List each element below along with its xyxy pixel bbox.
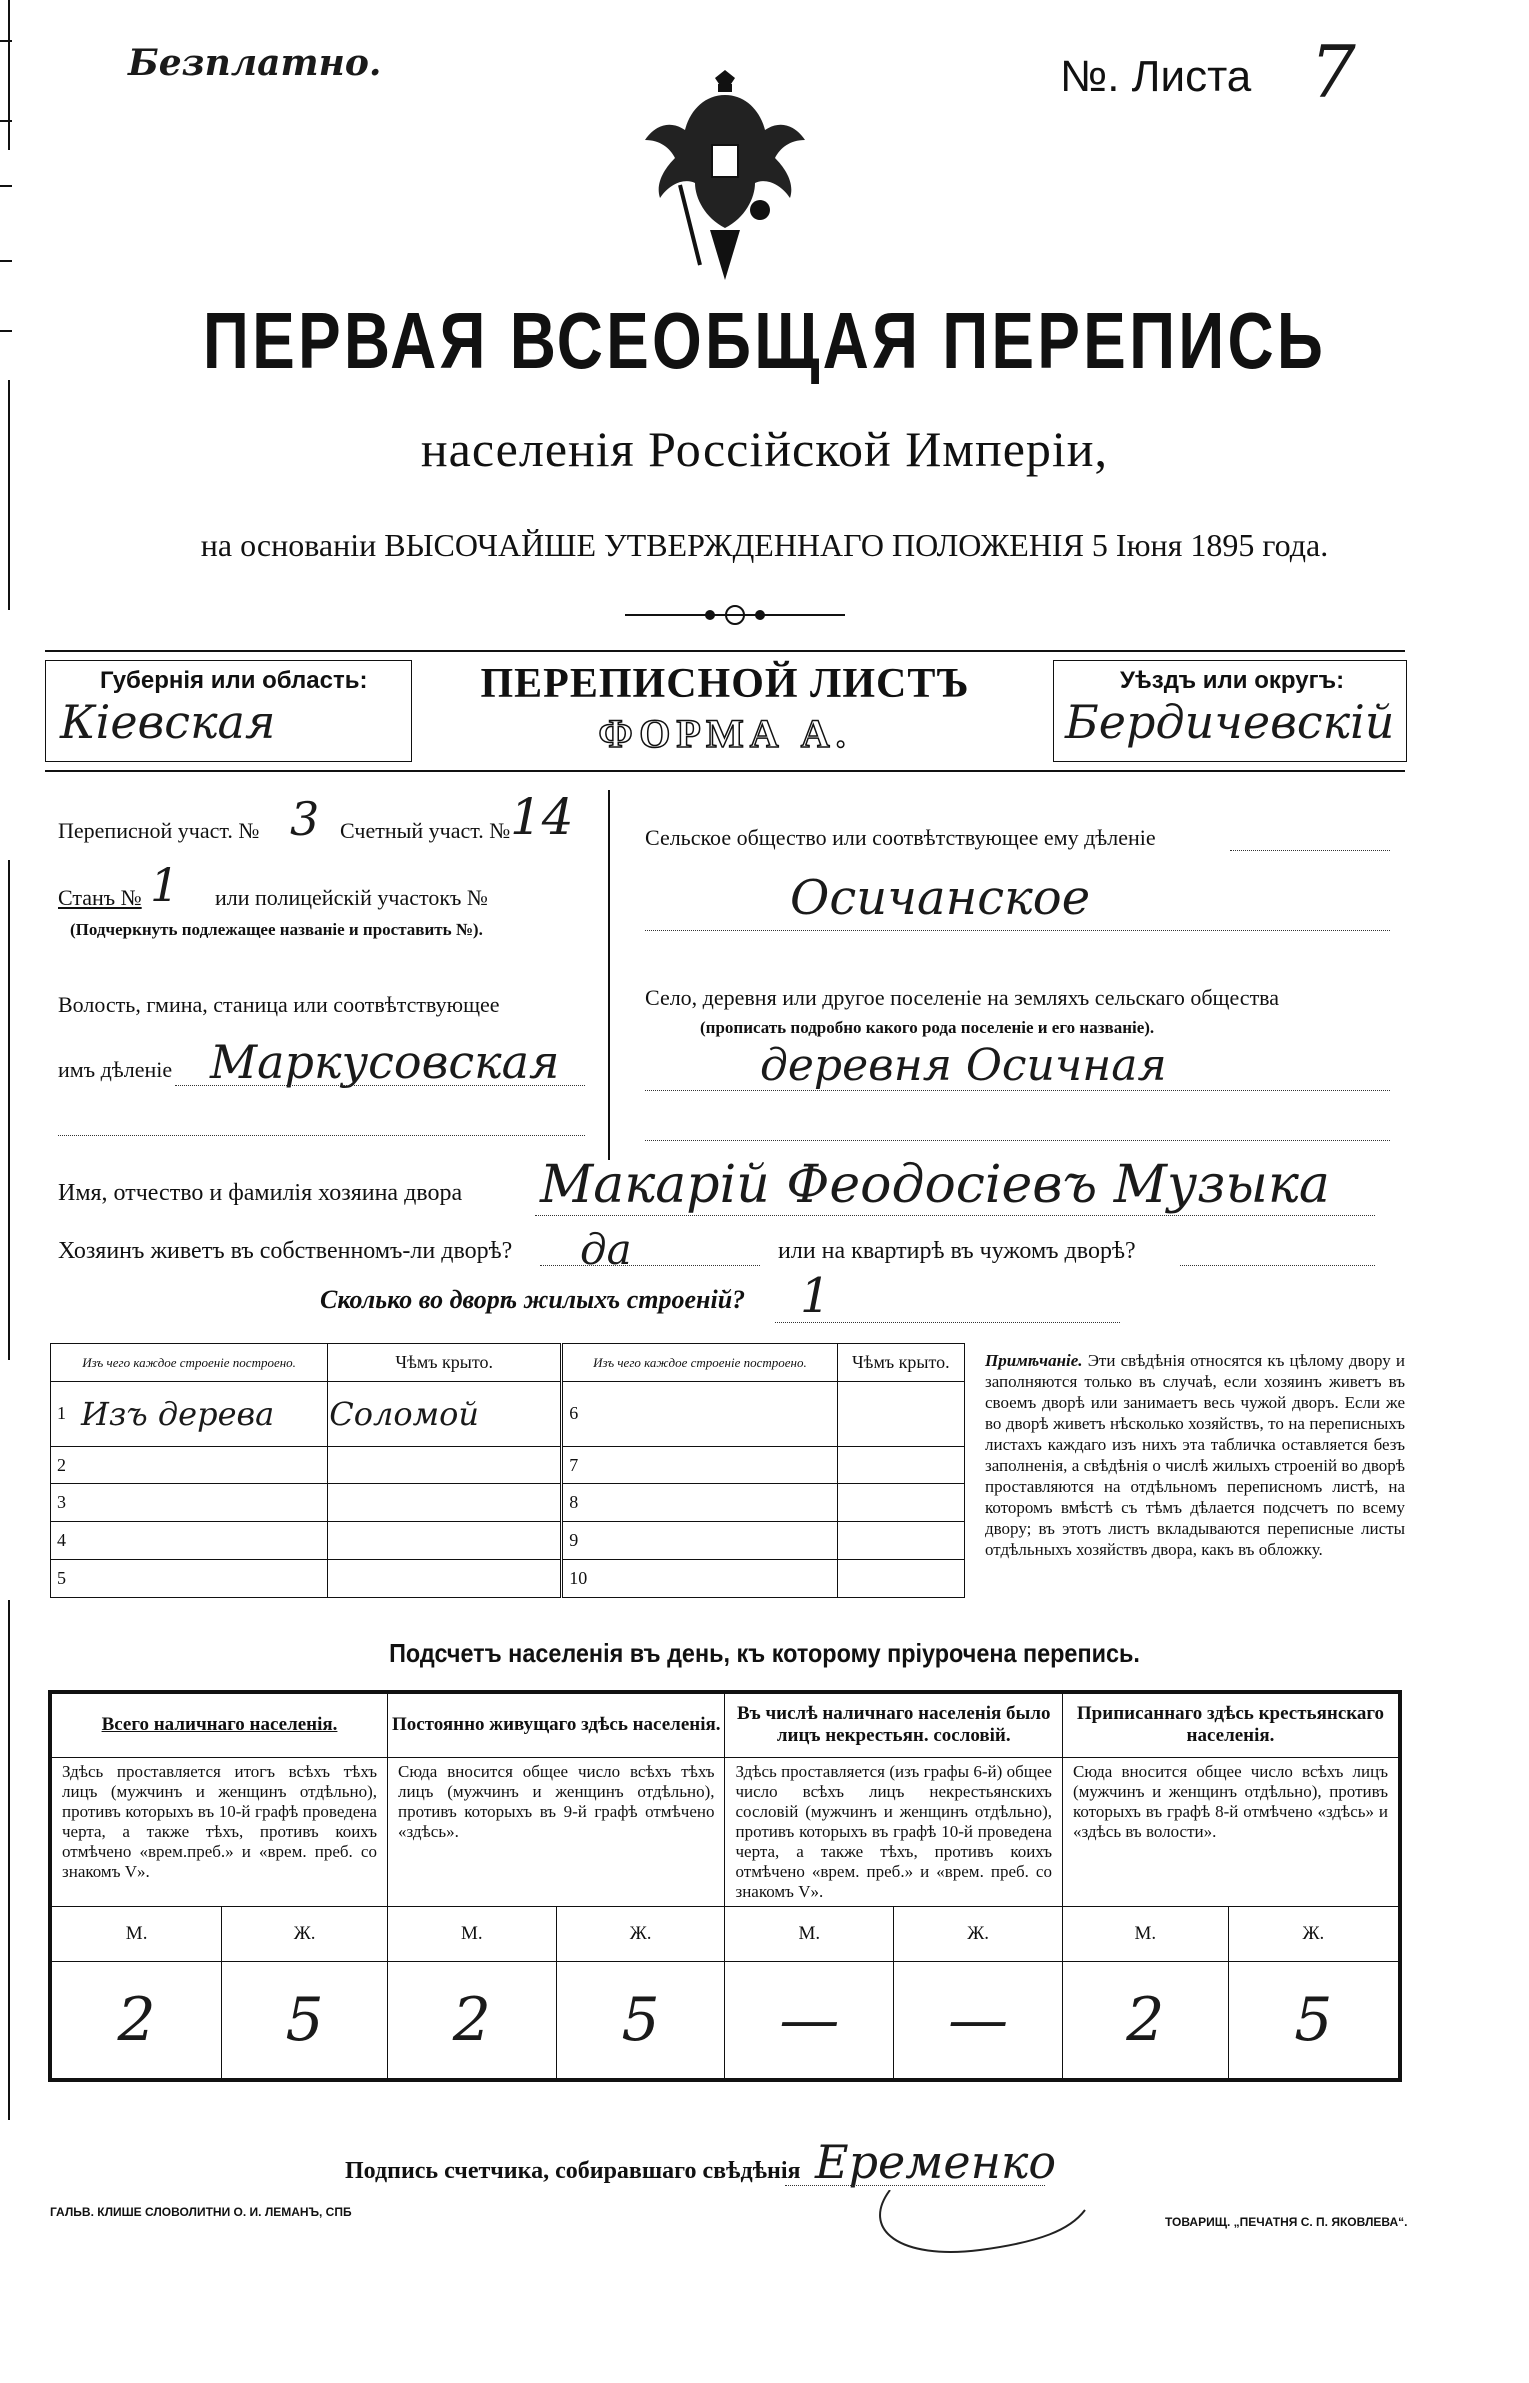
peasant-male-value: 2 xyxy=(1062,1961,1228,2080)
male-header: М. xyxy=(387,1906,556,1961)
column-total-desc: Здѣсь проставляется итогъ всѣхъ тѣхъ лицъ (мужчинъ и женщинъ отдѣльно), противъ которыхъ въ 10-й графѣ проведена черта, а также тѣхъ, противъ коихъ отмѣчено «врем.преб.» и «врем. преб. со знакомъ V». xyxy=(50,1757,387,1906)
census-district-value: 3 xyxy=(290,792,320,846)
uezd-label: Уѣздъ или округъ: xyxy=(1120,667,1345,694)
column-permanent-desc: Сюда вносится общее число всѣхъ тѣхъ лицъ (мужчинъ и женщинъ отдѣльно), противъ которыхъ въ 9-й графѣ отмѣчено «здѣсь». xyxy=(387,1757,725,1906)
permanent-female-value: 5 xyxy=(556,1961,725,2080)
document-subtitle: населенія Россійской Имперіи, xyxy=(420,421,1109,477)
column-peasant-title: Приписаннаго здѣсь крестьянскаго населенія. xyxy=(1062,1692,1400,1757)
guberniya-value: Кіевская xyxy=(60,695,276,749)
stan-value: 1 xyxy=(150,858,180,912)
form-title: ПЕРЕПИСНОЙ ЛИСТЪ xyxy=(480,661,970,707)
nonpeasant-female-value: — xyxy=(894,1961,1063,2080)
note-text: Эти свѣдѣнія относятся къ цѣлому двору и заполняются только въ случаѣ, если хозяинъ живетъ въ своемъ дворѣ или занимаетъ весь чужой дворъ. Если же во дворѣ живетъ нѣсколько хозяйствъ, то на переписныхъ листахъ каждаго изъ нихъ эта табличка оставляется безъ заполненія, а свѣдѣнія о числѣ жилыхъ строеній во дворѣ проставляются на отдѣльномъ переписномъ листѣ, на которомъ вмѣстѣ съ тѣмъ дѣлается подсчетъ по всему двору; въ этотъ листъ вкладываются переписные листы отдѣльныхъ хозяйствъ двора, какъ въ обложку. xyxy=(985,1351,1405,1559)
uezd-value: Бердичевскій xyxy=(1065,695,1395,749)
table-row: 1 Изъ дерева Соломой 6 xyxy=(51,1382,965,1447)
peasant-female-value: 5 xyxy=(1228,1961,1400,2080)
village-value: деревня Осичная xyxy=(760,1040,1167,1091)
nonpeasant-male-value: — xyxy=(725,1961,894,2080)
printer-left: ГАЛЬВ. КЛИШЕ СЛОВОЛИТНИ О. И. ЛЕМАНЪ, СПБ xyxy=(50,2205,352,2219)
signature-flourish xyxy=(860,2190,1090,2270)
document-title: ПЕРВАЯ ВСЕОБЩАЯ ПЕРЕПИСЬ xyxy=(202,296,1327,385)
table-row: 5 10 xyxy=(51,1560,965,1598)
volost-label-cont: имъ дѣленіе xyxy=(58,1057,173,1082)
building-material-1: Изъ дерева xyxy=(80,1382,328,1447)
buildings-table xyxy=(50,1343,965,1598)
volost-value: Маркусовская xyxy=(210,1035,560,1089)
table-row: 2 7 xyxy=(51,1446,965,1484)
village-note: (прописать подробно какого рода поселеніе и его названіе). xyxy=(700,1018,1155,1037)
count-district-value: 14 xyxy=(510,788,574,846)
buildings-count-label: Сколько во дворѣ жилыхъ строеній? xyxy=(320,1285,746,1314)
table-row: 4 9 xyxy=(51,1522,965,1560)
decree-basis: на основаніи ВЫСОЧАЙШЕ УТВЕРЖДЕННАГО ПОЛОЖЕНІЯ 5 Іюня 1895 года. xyxy=(200,527,1329,563)
police-district-label: или полицейскій участокъ № xyxy=(215,885,488,910)
table-row: 3 8 xyxy=(51,1484,965,1522)
column-nonpeasant-title: Въ числѣ наличнаго населенія было лицъ некрестьян. сословій. xyxy=(725,1692,1063,1757)
female-header: Ж. xyxy=(222,1906,388,1961)
owner-name-value: Макарій Феодосіевъ Музыка xyxy=(540,1155,1330,1215)
male-header: М. xyxy=(1062,1906,1228,1961)
column-separator xyxy=(608,790,610,1160)
population-table xyxy=(48,1690,1402,2082)
note-block xyxy=(985,1350,1405,1560)
village-label: Село, деревня или другое поселеніе на земляхъ сельскаго общества xyxy=(645,985,1280,1010)
male-header: М. xyxy=(50,1906,222,1961)
census-district-label: Переписной участ. № xyxy=(58,818,260,843)
female-header: Ж. xyxy=(556,1906,725,1961)
building-roof-1: Соломой xyxy=(328,1382,562,1447)
female-header: Ж. xyxy=(894,1906,1063,1961)
total-female-value: 5 xyxy=(222,1961,388,2080)
society-value: Осичанское xyxy=(790,870,1091,926)
stan-label: Станъ № xyxy=(58,885,142,910)
roof-column-header-2: Чѣмъ крыто. xyxy=(837,1344,964,1382)
population-heading: Подсчетъ населенія въ день, къ которому пріурочена перепись. xyxy=(389,1638,1140,1668)
male-header: М. xyxy=(725,1906,894,1961)
society-label: Сельское общество или соотвѣтствующее ему дѣленіе xyxy=(645,825,1156,850)
ornament-divider xyxy=(625,600,845,630)
permanent-male-value: 2 xyxy=(387,1961,556,2080)
owner-own-yard-value: да xyxy=(580,1225,632,1274)
owner-rent-label: или на квартирѣ въ чужомъ дворѣ? xyxy=(778,1238,1136,1264)
material-column-header-2: Изъ чего каждое строеніе построено. xyxy=(562,1344,837,1382)
material-column-header: Изъ чего каждое строеніе построено. xyxy=(51,1344,328,1382)
count-district-label: Счетный участ. № xyxy=(340,818,511,843)
column-nonpeasant-desc: Здѣсь проставляется (изъ графы 6-й) общее число всѣхъ лицъ некрестьянскихъ сословій (мужчинъ и женщинъ отдѣльно), противъ которыхъ въ графѣ 10-й проведена черта, а также тѣхъ, противъ коихъ отмѣчено «врем. преб.» и «врем. преб. со знакомъ V». xyxy=(725,1757,1063,1906)
column-peasant-desc: Сюда вносится общее число всѣхъ лицъ (мужчинъ и женщинъ отдѣльно), противъ которыхъ въ графѣ 8-й отмѣчено «здѣсь» и «здѣсь въ волости». xyxy=(1062,1757,1400,1906)
sheet-number-label: №. Листа xyxy=(1060,52,1252,101)
total-male-value: 2 xyxy=(50,1961,222,2080)
female-header: Ж. xyxy=(1228,1906,1400,1961)
guberniya-label: Губернія или область: xyxy=(100,667,368,694)
owner-name-label: Имя, отчество и фамилія хозяина двора xyxy=(58,1180,463,1206)
column-permanent-title: Постоянно живущаго здѣсь населенія. xyxy=(387,1692,725,1757)
volost-label: Волость, гмина, станица или соотвѣтствующее xyxy=(58,992,500,1017)
owner-own-yard-label: Хозяинъ живетъ въ собственномъ-ли дворѣ? xyxy=(58,1238,513,1264)
form-letter: ФОРМА А. xyxy=(598,711,852,756)
underline-note: (Подчеркнуть подлежащее названіе и проставить №). xyxy=(70,920,483,939)
printer-right: ТОВАРИЩ. „ПЕЧАТНЯ С. П. ЯКОВЛЕВА“. xyxy=(1165,2215,1408,2229)
free-stamp: Безплатно. xyxy=(128,42,382,84)
note-lead: Примѣчаніе. xyxy=(985,1351,1083,1370)
signature-label: Подпись счетчика, собиравшаго свѣдѣнія xyxy=(345,2158,801,2184)
roof-column-header: Чѣмъ крыто. xyxy=(328,1344,562,1382)
buildings-count-value: 1 xyxy=(800,1268,831,1324)
sheet-number-value: 7 xyxy=(1310,30,1356,114)
double-headed-eagle-emblem xyxy=(640,60,810,285)
signature-value: Еременко xyxy=(815,2135,1057,2189)
column-total-title: Всего наличнаго населенія. xyxy=(50,1692,387,1757)
